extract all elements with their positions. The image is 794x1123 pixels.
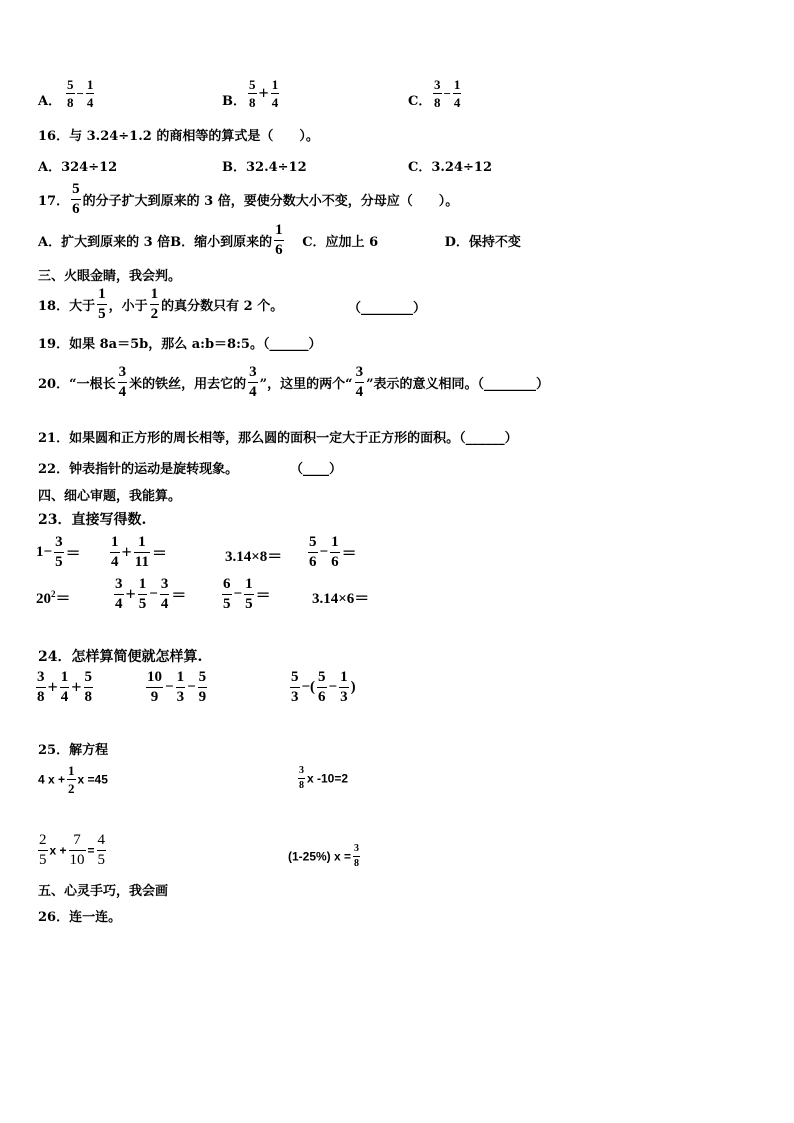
q23-expr-3: 3.14×8＝ — [225, 549, 283, 565]
fraction: $\frac{1}{2}$ — [150, 286, 159, 322]
fraction: $\frac{3}{8}$ — [37, 669, 45, 705]
fraction: $\frac{5}{8}$ — [249, 77, 256, 110]
section-3-heading: 三、火眼金睛，我会判。 — [38, 269, 182, 284]
fraction: $\frac{1}{3}$ — [340, 669, 348, 705]
q16-option-b: B．32.4÷12 — [222, 160, 307, 175]
fraction: $\frac{10}{9}$ — [147, 669, 162, 705]
fraction: $\frac{1}{4}$ — [453, 77, 461, 110]
q15-option-a-label: A． — [38, 94, 62, 109]
q17-stem: 17． $\frac{5}{6}$ 的分子扩大到原来的 3 倍，要使分数大小不变，分母应（ ）。 — [38, 181, 459, 217]
q23-expr-5: $20^2=$ — [36, 589, 71, 607]
fraction: $\frac{3}{8}$ — [299, 765, 304, 791]
fraction: $\frac{1}{4}$ — [86, 77, 94, 110]
q22-answer-blank[interactable]: （____） — [290, 462, 343, 477]
fraction: $\frac{3}{8}$ — [434, 77, 441, 110]
q24-expr-3: $\frac{5}{3}$ −( $\frac{5}{6}$ − $\frac{1}{3}$ ) — [291, 669, 356, 705]
q16-option-c: C．3.24÷12 — [408, 160, 492, 175]
fraction: $\frac{2}{5}$ — [39, 832, 47, 868]
q19-text: 19．如果 8a＝5b，那么 a:b＝8:5。（______） — [38, 337, 322, 352]
fraction: $\frac{6}{5}$ — [223, 576, 231, 612]
fraction: $\frac{3}{5}$ — [55, 534, 63, 570]
fraction: $\frac{3}{4}$ — [115, 576, 123, 612]
q21-text: 21．如果圆和正方形的周长相等，那么圆的面积一定大于正方形的面积。（______） — [38, 431, 518, 446]
q16-option-a: A．324÷12 — [38, 160, 118, 175]
fraction: $\frac{3}{8}$ — [354, 843, 360, 869]
fraction: $\frac{1}{6}$ — [275, 222, 283, 258]
q15-option-b-label: B． — [222, 94, 246, 109]
q17-option-d: D．保持不变 — [444, 235, 521, 250]
fraction: $\frac{1}{11}$ — [134, 534, 149, 570]
fraction: $\frac{1}{4}$ — [111, 534, 119, 570]
section-4-heading: 四、细心审题，我能算。 — [38, 489, 182, 504]
fraction: $\frac{5}{6}$ — [72, 181, 80, 217]
fraction: $\frac{3}{4}$ — [249, 364, 257, 400]
q23-expr-1: 1− $\frac{3}{5}$ ＝ — [36, 534, 81, 570]
fraction: $\frac{5}{8}$ — [67, 77, 74, 110]
q23-expr-7: $\frac{6}{5}$ − $\frac{1}{5}$ ＝ — [223, 576, 271, 612]
q26-text: 26．连一连。 — [38, 910, 122, 925]
q17-option-c: C．应加上 6 — [302, 235, 379, 250]
section-5-heading: 五、心灵手巧，我会画 — [38, 884, 169, 899]
fraction: $\frac{1}{5}$ — [138, 576, 147, 612]
q15-option-a-expr: $\frac{5}{8}$ − $\frac{1}{4}$ — [67, 77, 94, 110]
q23-expr-2: $\frac{1}{4}$ + $\frac{1}{11}$ ＝ — [111, 534, 167, 570]
fraction: $\frac{1}{2}$ — [68, 763, 75, 796]
q23-expr-4: $\frac{5}{6}$ − $\frac{1}{6}$ ＝ — [309, 534, 357, 570]
fraction: $\frac{4}{5}$ — [97, 832, 106, 868]
q15-option-c-label: C． — [408, 94, 432, 109]
fraction: $\frac{5}{9}$ — [198, 669, 207, 705]
q17-option-a-b: A．扩大到原来的 3 倍B．缩小到原来的 — [38, 235, 273, 250]
fraction: $\frac{5}{6}$ — [309, 534, 317, 570]
fraction: $\frac{1}{6}$ — [331, 534, 339, 570]
q23-title: 23．直接写得数. — [38, 512, 147, 528]
q24-expr-2: $\frac{10}{9}$ − $\frac{1}{3}$ − $\frac{5}{9}$ — [147, 669, 207, 705]
q22-text: 22．钟表指针的运动是旋转现象。 — [38, 462, 239, 477]
fraction: $\frac{3}{4}$ — [355, 364, 364, 400]
fraction: $\frac{3}{4}$ — [118, 364, 127, 400]
q25-title: 25．解方程 — [38, 743, 109, 758]
fraction: $\frac{1}{4}$ — [60, 669, 69, 705]
fraction: $\frac{1}{3}$ — [176, 669, 185, 705]
q23-expr-8: 3.14×6＝ — [312, 591, 370, 607]
fraction: $\frac{3}{4}$ — [160, 576, 169, 612]
q24-title: 24．怎样算简便就怎样算. — [38, 649, 203, 665]
q24-expr-1: $\frac{3}{8}$ + $\frac{1}{4}$ + $\frac{5}{8}$ — [37, 669, 93, 705]
q25-equation-3: $\frac{2}{5}$ x + $\frac{7}{10}$ = $\frac{4}{5}$ — [39, 832, 106, 868]
fraction: $\frac{1}{5}$ — [98, 286, 106, 322]
q18-answer-blank[interactable]: （________） — [348, 301, 427, 316]
q25-equation-2: $\frac{3}{8}$ x -10=2 — [299, 765, 349, 791]
q16-text: 16．与 3.24÷1.2 的商相等的算式是（ ）。 — [38, 129, 319, 144]
q25-equation-4: (1-25%) x = $\frac{3}{8}$ — [288, 843, 360, 869]
fraction: $\frac{7}{10}$ — [69, 832, 85, 868]
q15-option-c-expr: $\frac{3}{8}$ − $\frac{1}{4}$ — [434, 77, 461, 110]
fraction: $\frac{1}{4}$ — [271, 77, 279, 110]
fraction: $\frac{1}{5}$ — [245, 576, 253, 612]
fraction: $\frac{5}{8}$ — [84, 669, 93, 705]
fraction: $\frac{5}{3}$ — [291, 669, 299, 705]
q20: 20．“一根长 $\frac{3}{4}$ 米的铁丝，用去它的 $\frac{3}{4}$ ”，这里的两个“ $\frac{3}{4}$ ”表示的意义相同。（________） — [38, 364, 550, 400]
q18: 18．大于 $\frac{1}{5}$ ，小于 $\frac{1}{2}$ 的真分数只有 2 个。 — [38, 286, 284, 322]
q17-options — [38, 223, 521, 258]
q23-expr-6: $\frac{3}{4}$ + $\frac{1}{5}$ − $\frac{3}{4}$ ＝ — [115, 576, 187, 612]
q25-equation-1: 4 x + $\frac{1}{2}$ x =45 — [38, 763, 108, 796]
fraction: $\frac{5}{6}$ — [318, 669, 326, 705]
q15-option-b-expr: $\frac{5}{8}$ + $\frac{1}{4}$ — [249, 77, 279, 110]
